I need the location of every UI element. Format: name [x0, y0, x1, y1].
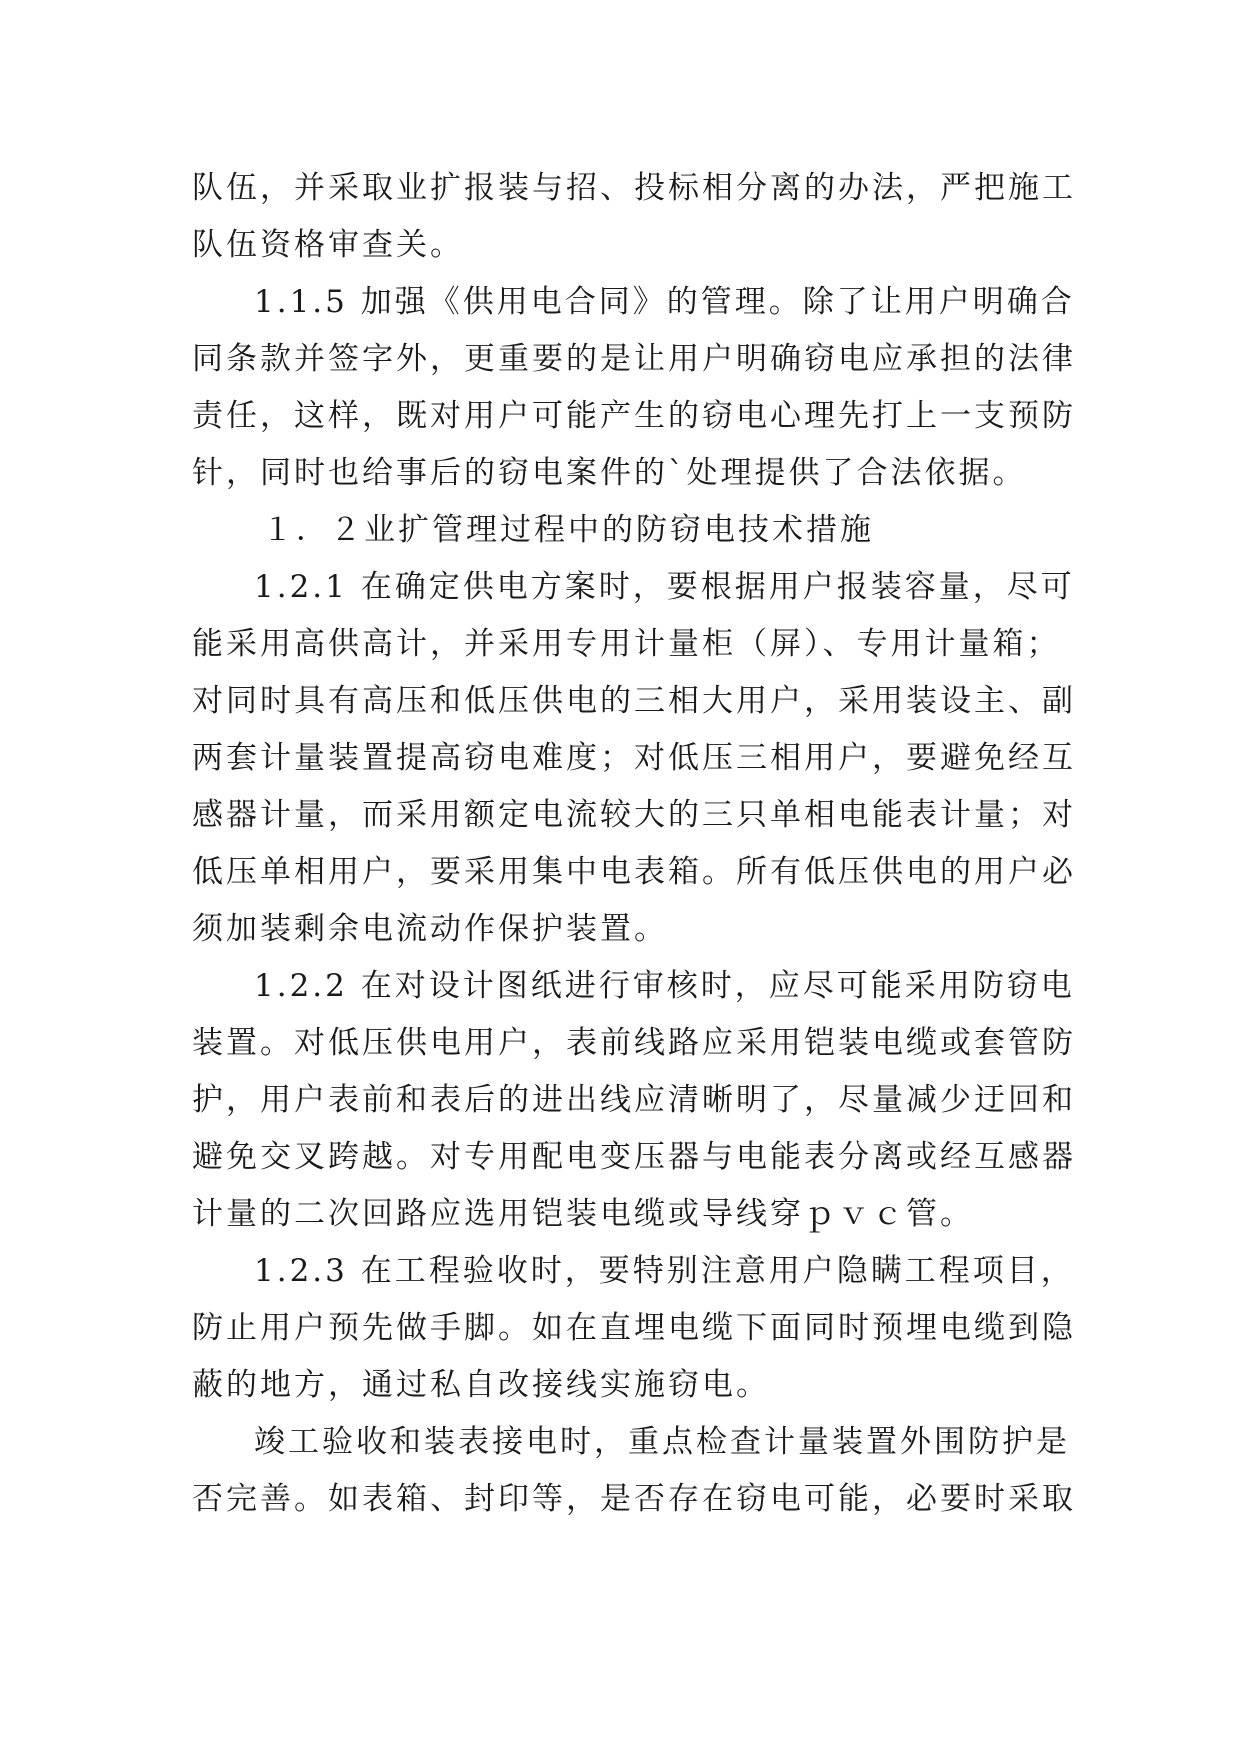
text-line: 须加装剩余电流动作保护装置。	[192, 911, 668, 947]
text-line: 责任，这样，既对用户可能产生的窃电心理先打上一支预防	[192, 398, 1076, 434]
text-line: 能采用高供高计，并采用专用计量柜（屏）、专用计量箱；	[192, 626, 1061, 662]
text-line: 1.2.2 在对设计图纸进行审核时，应尽可能采用防窃电	[254, 968, 1075, 1004]
text-line: 1.2.3 在工程验收时，要特别注意用户隐瞒工程项目，	[254, 1253, 1075, 1289]
text-line: 装置。对低压供电用户，表前线路应采用铠装电缆或套管防	[192, 1025, 1076, 1061]
text-line: 1.2.1 在确定供电方案时，要根据用户报装容量，尽可	[254, 569, 1075, 605]
text-line: 防止用户预先做手脚。如在直埋电缆下面同时预埋电缆到隐	[192, 1310, 1076, 1346]
text-line: 两套计量装置提高窃电难度；对低压三相用户，要避免经互	[192, 740, 1076, 776]
text-line: 队伍资格审查关。	[192, 227, 464, 263]
text-line: 蔽的地方，通过私自改接线实施窃电。	[192, 1367, 770, 1403]
text-line: 否完善。如表箱、封印等，是否存在窃电可能，必要时采取	[192, 1481, 1076, 1517]
text-line: 护，用户表前和表后的进出线应清晰明了，尽量减少迂回和	[192, 1082, 1076, 1118]
text-line: 计量的二次回路应选用铠装电缆或导线穿ｐｖｃ管。	[192, 1196, 974, 1232]
text-line: 1.1.5 加强《供用电合同》的管理。除了让用户明确合	[254, 284, 1075, 320]
text-line: 针，同时也给事后的窃电案件的`处理提供了合法依据。	[192, 455, 1027, 491]
text-line: 队伍，并采取业扩报装与招、投标相分离的办法，严把施工	[192, 170, 1076, 206]
text-line: 竣工验收和装表接电时，重点检查计量装置外围防护是	[254, 1424, 1070, 1460]
text-line: 同条款并签字外，更重要的是让用户明确窃电应承担的法律	[192, 341, 1076, 377]
document-body	[192, 160, 1076, 1528]
text-line: 感器计量，而采用额定电流较大的三只单相电能表计量；对	[192, 797, 1076, 833]
text-line: 避免交叉跨越。对专用配电变压器与电能表分离或经互感器	[192, 1139, 1076, 1175]
section-heading: １．２业扩管理过程中的防窃电技术措施	[262, 512, 874, 548]
text-line: 对同时具有高压和低压供电的三相大用户，采用装设主、副	[192, 683, 1076, 719]
text-line: 低压单相用户，要采用集中电表箱。所有低压供电的用户必	[192, 854, 1076, 890]
